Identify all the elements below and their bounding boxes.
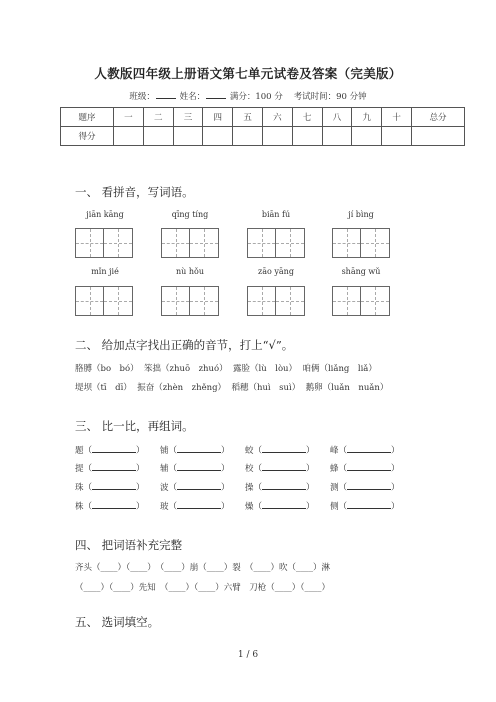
exam-time-label: 考试时间：90 分钟 [293,92,367,102]
score-input-cell[interactable] [203,127,233,146]
word-blank[interactable] [177,461,221,471]
score-header-cell: 题序 [61,108,114,127]
open-paren: （ [253,483,263,493]
score-table-header-row [61,108,465,127]
pinyin-prompt: biān fú [261,210,291,219]
close-paren: ） [306,483,315,493]
close-paren: ） [306,446,315,456]
score-input-cell[interactable] [322,127,352,146]
score-header-cell: 十 [382,108,412,127]
word-blank[interactable] [92,480,136,490]
score-header-cell: 总分 [412,108,465,127]
pronunciation-item[interactable]: 露脸（lù lòu） [233,364,298,374]
score-input-cell[interactable] [173,127,203,146]
compare-char: 测 [330,483,339,493]
writing-grid[interactable] [75,286,133,316]
word-blank[interactable] [92,443,136,453]
compare-char: 铺 [160,446,169,456]
score-input-cell[interactable] [114,127,144,146]
score-table-score-row [61,127,465,146]
pronunciation-item[interactable]: 鹅卵（luǎn nuǎn） [305,383,389,393]
writing-grid[interactable] [247,228,305,258]
open-paren: （ [83,464,93,474]
compare-char: 辅 [160,464,169,474]
open-paren: （ [83,446,93,456]
pronunciation-item[interactable]: 胳膊（bo bó） [75,364,139,374]
open-paren: （ [168,502,178,512]
open-paren: （ [338,483,348,493]
full-score-label: 满分：100 分 [229,92,283,102]
pronunciation-line [75,362,377,374]
section-5-heading: 五、 选词填空。 [75,615,160,629]
score-input-cell[interactable] [233,127,263,146]
score-input-cell[interactable] [352,127,382,146]
compare-char: 侧 [330,502,339,512]
pronunciation-line [75,381,388,393]
word-blank[interactable] [347,499,391,509]
pinyin-prompt: qīng tíng [171,210,209,219]
compare-char: 蜂 [330,464,339,474]
open-paren: （ [338,446,348,456]
compare-item [75,480,145,493]
writing-grid[interactable] [332,228,390,258]
word-blank[interactable] [347,480,391,490]
writing-grid[interactable] [161,286,219,316]
idiom-completion-line[interactable]: （____）（____）先知 （____）（____）六臂 刀枪（____）（____） [75,583,331,593]
score-row-label: 得分 [61,127,114,146]
compare-char: 玻 [160,502,169,512]
score-input-cell[interactable] [262,127,292,146]
score-input-cell[interactable] [412,127,465,146]
compare-char: 峰 [330,446,339,456]
idiom-completion-line[interactable]: 齐头（____）（____） （____）崩（____）裂 （____）吹（____）淋 [75,563,331,573]
compare-item [245,499,315,512]
name-label: 姓名： [179,92,206,102]
close-paren: ） [136,483,145,493]
open-paren: （ [83,502,93,512]
score-header-cell: 八 [322,108,352,127]
section-3-heading: 三、 比一比，再组词。 [75,419,194,433]
writing-grid[interactable] [247,286,305,316]
compare-char: 燥 [245,502,254,512]
close-paren: ） [136,446,145,456]
open-paren: （ [338,502,348,512]
compare-item [75,461,145,474]
pinyin-prompt: shāng wǔ [341,267,381,276]
name-blank [206,90,226,99]
word-blank[interactable] [347,461,391,471]
close-paren: ） [391,483,400,493]
section-1-heading: 一、 看拼音，写词语。 [75,185,194,199]
close-paren: ） [221,464,230,474]
score-input-cell[interactable] [143,127,173,146]
pronunciation-item[interactable]: 堤坝（tī dī） [75,383,132,393]
compare-char: 题 [75,446,84,456]
compare-char: 波 [160,483,169,493]
pinyin-prompt: jiān kāng [86,210,124,219]
close-paren: ） [306,502,315,512]
word-blank[interactable] [262,461,306,471]
word-blank[interactable] [92,499,136,509]
pinyin-prompt: zāo yāng [258,267,294,276]
open-paren: （ [83,483,93,493]
compare-item [75,499,145,512]
compare-char: 提 [75,464,84,474]
word-blank[interactable] [262,480,306,490]
compare-item [160,461,230,474]
compare-item [330,461,400,474]
word-blank[interactable] [177,443,221,453]
score-header-cell: 三 [173,108,203,127]
compare-item [75,443,145,456]
class-blank [156,90,176,99]
compare-item [330,443,400,456]
open-paren: （ [253,464,263,474]
section-2-heading: 二、 给加点字找出正确的音节，打上“√”。 [75,338,294,352]
close-paren: ） [221,446,230,456]
open-paren: （ [168,464,178,474]
word-blank[interactable] [92,461,136,471]
compare-char: 株 [75,502,84,512]
compare-item [330,499,400,512]
pronunciation-item[interactable]: 稻穗（huì suì） [231,383,301,393]
compare-item [160,443,230,456]
page-number: 1 / 6 [237,650,259,660]
close-paren: ） [391,446,400,456]
compare-char: 操 [245,483,254,493]
document-title: 人教版四年级上册语文第七单元试卷及答案（完美版） [94,66,402,81]
word-blank[interactable] [177,499,221,509]
section-4-heading: 四、 把词语补充完整 [75,538,183,552]
close-paren: ） [391,502,400,512]
word-blank[interactable] [262,443,306,453]
score-header-cell: 六 [262,108,292,127]
score-table [60,107,465,146]
exam-info-line [0,90,496,102]
class-label: 班级： [129,92,155,102]
compare-char: 校 [245,464,254,474]
score-header-cell: 七 [292,108,322,127]
score-header-cell: 五 [233,108,263,127]
pronunciation-item[interactable]: 咱俩（liǎng liǎ） [302,364,377,374]
compare-char: 珠 [75,483,84,493]
pinyin-prompt: jí bìng [348,210,374,219]
open-paren: （ [168,446,178,456]
compare-char: 蛟 [245,446,254,456]
score-input-cell[interactable] [292,127,322,146]
writing-grid[interactable] [332,286,390,316]
close-paren: ） [221,483,230,493]
score-header-cell: 一 [114,108,144,127]
compare-item [160,480,230,493]
compare-item [245,461,315,474]
open-paren: （ [253,502,263,512]
score-header-cell: 二 [143,108,173,127]
writing-grid[interactable] [161,228,219,258]
close-paren: ） [306,464,315,474]
pinyin-prompt: mǐn jié [91,267,119,276]
writing-grid[interactable] [75,228,133,258]
close-paren: ） [136,502,145,512]
word-blank[interactable] [177,480,221,490]
open-paren: （ [338,464,348,474]
close-paren: ） [221,502,230,512]
word-blank[interactable] [347,443,391,453]
compare-item [245,480,315,493]
pronunciation-item[interactable]: 笨拙（zhuō zhuó） [144,364,228,374]
compare-item [245,443,315,456]
close-paren: ） [136,464,145,474]
open-paren: （ [168,483,178,493]
open-paren: （ [253,446,263,456]
close-paren: ） [391,464,400,474]
compare-item [160,499,230,512]
pinyin-prompt: nù hǒu [176,267,204,276]
score-header-cell: 九 [352,108,382,127]
score-input-cell[interactable] [382,127,412,146]
pronunciation-item[interactable]: 振奋（zhèn zhěng） [137,383,227,393]
word-blank[interactable] [262,499,306,509]
score-header-cell: 四 [203,108,233,127]
compare-item [330,480,400,493]
